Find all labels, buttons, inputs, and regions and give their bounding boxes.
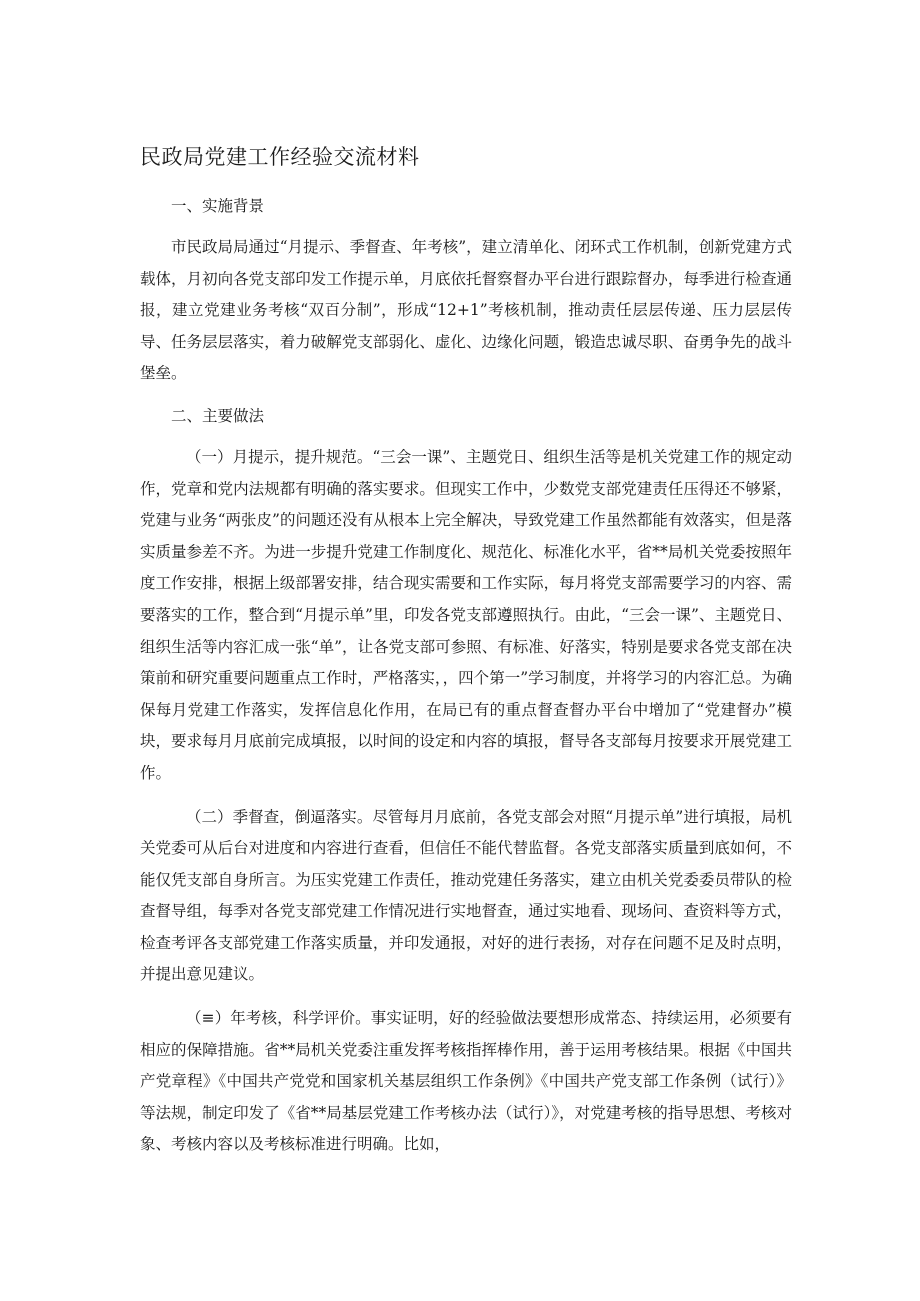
paragraph-quarterly-inspection: （二）季督查，倒逼落实。尽管每月月底前，各党支部会对照“月提示单”进行填报，局机关党委可从后台对进度和内容进行查看，但信任不能代替监督。各党支部落实质量到底如何，不能仅凭支部自身所言。为压实党建工作责任，推动党建任务落实，建立由机关党委委员带队的检查督导组，每季对各党支部党建工作情况进行实地督查，通过实地看、现场问、查资料等方式，检查考评各支部党建工作落实质量，并印发通报，对好的进行表扬，对存在问题不足及时点明，并提出意见建议。 [140,807,792,984]
section-heading-practices: 二、主要做法 [171,406,265,425]
document-body [140,140,792,1173]
paragraph-annual-assessment: （≡）年考核，科学评价。事实证明，好的经验做法要想形成常态、持续运用，必须要有相应的保障措施。省**局机关党委注重发挥考核指挥棒作用，善于运用考核结果。根据《中国共产党章程》《中国共产党党和国家机关基层组织工作条例》《中国共产党支部工作条例（试行）》等法规，制定印发了《省**局基层党建工作考核办法（试行）》，对党建考核的指导思想、考核对象、考核内容以及考核标准进行明确。比如， [140,1009,792,1154]
section-heading-background: 一、实施背景 [171,197,265,215]
paragraph-monthly-reminder: （一）月提示，提升规范。“三会一课”、主题党日、组织生活等是机关党建工作的规定动作，党章和党内法规都有明确的落实要求。但现实工作中，少数党支部党建责任压得还不够紧，党建与业务“两张皮”的问题还没有从根本上完全解决，导致党建工作虽然都能有效落实，但是落实质量参差不齐。为进一步提升党建工作制度化、规范化、标准化水平，省**局机关党委按照年度工作安排，根据上级部署安排，结合现实需要和工作实际，每月将党支部需要学习的内容、需要落实的工作，整合到“月提示单”里，印发各党支部遵照执行。由此，“三会一课”、主题党日、组织生活等内容汇成一张“单”，让各党支部可参照、有标准、好落实，特别是要求各党支部在决策前和研究重要问题重点工作时，严格落实，，四个第一”学习制度，并将学习的内容汇总。为确保每月党建工作落实，发挥信息化作用，在局已有的重点督查督办平台中增加了“党建督办”模块，要求每月月底前完成填报，以时间的设定和内容的填报，督导各支部每月按要求开展党建工作。 [140,447,792,782]
document-title: 民政局党建工作经验交流材料 [140,145,420,169]
paragraph-background: 市民政局局通过“月提示、季督查、年考核”，建立清单化、闭环式工作机制，创新党建方式载体，月初向各党支部印发工作提示单，月底依托督察督办平台进行跟踪督办，每季进行检查通报，建立党建业务考核“双百分制”，形成“12+1”考核机制，推动责任层层传递、压力层层传导、任务层层落实，着力破解党支部弱化、虚化、边缘化问题，锻造忠诚尽职、奋勇争先的战斗堡垒。 [140,238,792,383]
